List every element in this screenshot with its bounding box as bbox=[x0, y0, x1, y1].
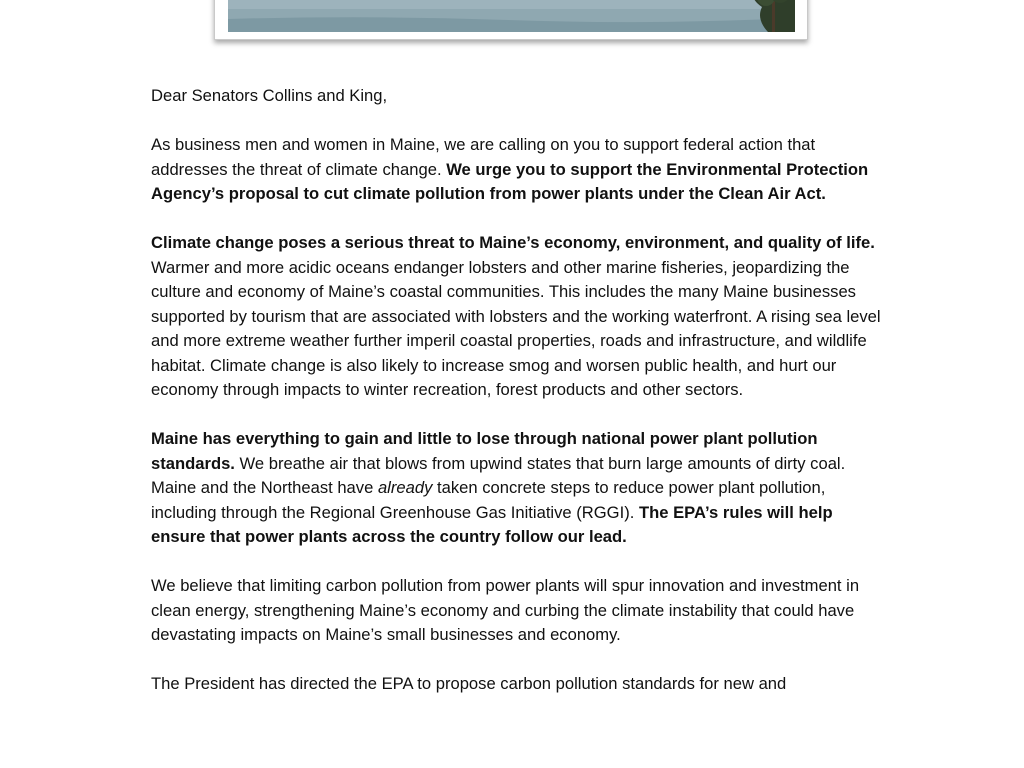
paragraph-4: We believe that limiting carbon pollution from power plants will spur innovation and investment in clean energy, strengthening Maine’s economy and curbing the climate instability that could have devastating impacts on Maine’s small businesses and economy. bbox=[151, 576, 860, 644]
paragraph-1-emphasis: We urge you to support the Environmental Protection Agency’s proposal to cut climate pollution from power plants under the Clean Air Act. bbox=[151, 159, 869, 203]
water-tree-image bbox=[228, 0, 795, 32]
letter-body bbox=[151, 84, 891, 721]
paragraph-3-italic: already bbox=[377, 478, 433, 497]
paragraph-3-emphasis: Maine has everything to gain and little to lose through national power plant pollution standards. bbox=[151, 429, 818, 473]
paragraph-3-closing-emphasis: The EPA’s rules will help ensure that power plants across the country follow our lead. bbox=[151, 502, 833, 546]
salutation: Dear Senators Collins and King, bbox=[151, 86, 388, 105]
paragraph-3: Maine has everything to gain and little to lose through national power plant pollution standards. We breathe air that blows from upwind states that burn large amounts of dirty coal. Maine and the Northeast have already taken concrete steps to reduce power plant pollution, including through the Regional Greenhouse Gas Initiative (RGGI). The EPA’s rules will help ensure that power plants across the country follow our lead. bbox=[151, 429, 846, 546]
paragraph-1: As business men and women in Maine, we are calling on you to support federal action that addresses the threat of climate change. We urge you to support the Environmental Protection Agency’s proposal to cut climate pollution from power plants under the Clean Air Act. bbox=[151, 135, 869, 203]
header-photo-frame bbox=[214, 0, 808, 40]
paragraph-2-emphasis: Climate change poses a serious threat to Maine’s economy, environment, and quality of life. bbox=[151, 233, 875, 252]
header-photo bbox=[228, 0, 795, 32]
paragraph-2: Climate change poses a serious threat to Maine’s economy, environment, and quality of life. Warmer and more acidic oceans endanger lobsters and other marine fisheries, jeopardizing the culture and economy of Maine’s coastal communities. This includes the many Maine businesses supported by tourism that are associated with lobsters and the working waterfront. A rising sea level and more extreme weather further imperil coastal properties, roads and infrastructure, and wildlife habitat. Climate change is also likely to increase smog and worsen public health, and hurt our economy through impacts to winter recreation, forest products and other sectors. bbox=[151, 233, 881, 399]
paragraph-5: The President has directed the EPA to propose carbon pollution standards for new and bbox=[151, 674, 787, 693]
